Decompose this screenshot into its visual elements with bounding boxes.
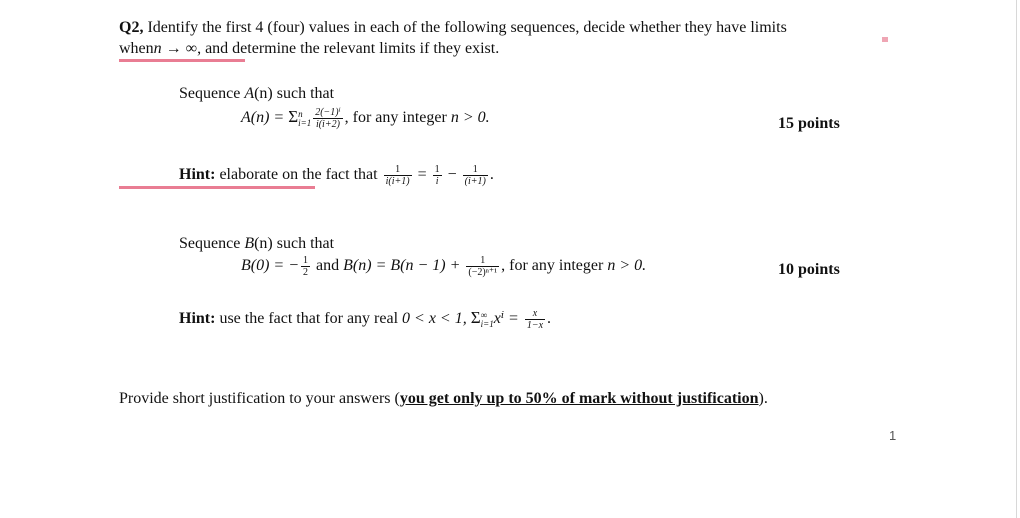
hint-b: Hint: use the fact that for any real 0 < x < 1, Σ ∞ i=1 xⁱ = $\frac{x}{1-x}$ . <box>179 308 552 331</box>
question-number: Q2, <box>119 19 144 36</box>
sequence-b-name: B <box>244 235 255 252</box>
hint-a-fraction-2: $\frac{1}{i}$ <box>434 164 440 187</box>
sequence-a-points: 15 points <box>778 115 840 132</box>
hint-b-fraction: $\frac{x}{1-x}$ <box>526 308 544 331</box>
hint-b-sum-limits: ∞ i=1 <box>480 309 494 329</box>
sequence-b-condition: n > 0. <box>607 257 647 275</box>
sequence-b-intro: Sequence B(n) such that <box>179 235 335 252</box>
hint-a-label: Hint: <box>179 166 216 184</box>
page-number: 1 <box>889 428 897 443</box>
question-line-2 <box>119 40 499 58</box>
sequence-a-intro: Sequence A(n) such that <box>179 85 335 102</box>
sequence-b-b0: B(0) = − <box>241 257 300 275</box>
sequence-a-condition: n > 0. <box>450 109 490 127</box>
question-when: when <box>119 40 154 57</box>
question-arrow: → ∞, <box>161 40 202 57</box>
sequence-a-tail: , for any integer <box>344 109 451 127</box>
hint-a-fraction-1: $\frac{1}{i(i+1)}$ <box>385 164 410 187</box>
hint-b-sum-symbol: Σ <box>470 308 481 328</box>
hint-b-inequality: 0 < x < 1, <box>402 310 471 328</box>
question-text-line-1: Identify the first 4 (four) values in each of the following sequences, decide whether they have limits <box>147 19 787 36</box>
question-n: n <box>153 40 162 57</box>
sequence-b-tail: , for any integer <box>501 257 608 275</box>
hint-b-label: Hint: <box>179 310 216 328</box>
sequence-a-fraction: $\frac{\text{2(−1)ⁱ}}{i(i+2)}$ <box>315 107 341 130</box>
sum-symbol: Σ <box>288 107 299 127</box>
hint-a-fraction-3: $\frac{1}{(i+1)}$ <box>464 164 486 187</box>
justification-emphasis: you get only up to 50% of mark without justification <box>399 390 759 407</box>
sequence-b-half: $\frac{1}{2}$ <box>303 255 309 278</box>
highlight-underline-1 <box>119 59 245 62</box>
sequence-b-fraction: $\frac{1}{\text{(−2)ⁿ⁺¹}}$ <box>468 255 498 278</box>
sequence-b-recurrence: B(n) = B(n − 1) + <box>343 257 465 275</box>
sequence-b-points: 10 points <box>778 261 840 278</box>
hint-b-text: use the fact that for any real <box>215 310 403 328</box>
sum-limits: n i=1 <box>298 108 312 128</box>
sequence-a-name: A <box>244 85 255 102</box>
annotation-mark <box>882 37 888 42</box>
hint-b-term: xⁱ = <box>493 310 523 328</box>
highlight-underline-2 <box>119 186 315 189</box>
sequence-b-formula: B(0) = − $\frac{1}{2}$ and B(n) = B(n − 1) + $\frac{1}{\text{(−2)ⁿ⁺¹}}$ , for any integer n > 0. <box>241 255 647 278</box>
justification-note: Provide short justification to your answers (you get only up to 50% of mark without justification). <box>119 390 768 407</box>
page-right-border <box>1016 0 1017 518</box>
question-text-line-2: and determine the relevant limits if they exist. <box>201 40 500 57</box>
hint-a-text: elaborate on the fact that <box>215 166 382 184</box>
question-line-1 <box>119 19 787 37</box>
sequence-a-lhs: A(n) = <box>241 109 289 127</box>
sequence-a-formula <box>241 107 490 130</box>
hint-a: Hint: elaborate on the fact that $\frac{1}{i(i+1)}$ = $\frac{1}{i}$ − $\frac{1}{(i+1)}$ . <box>179 164 494 187</box>
